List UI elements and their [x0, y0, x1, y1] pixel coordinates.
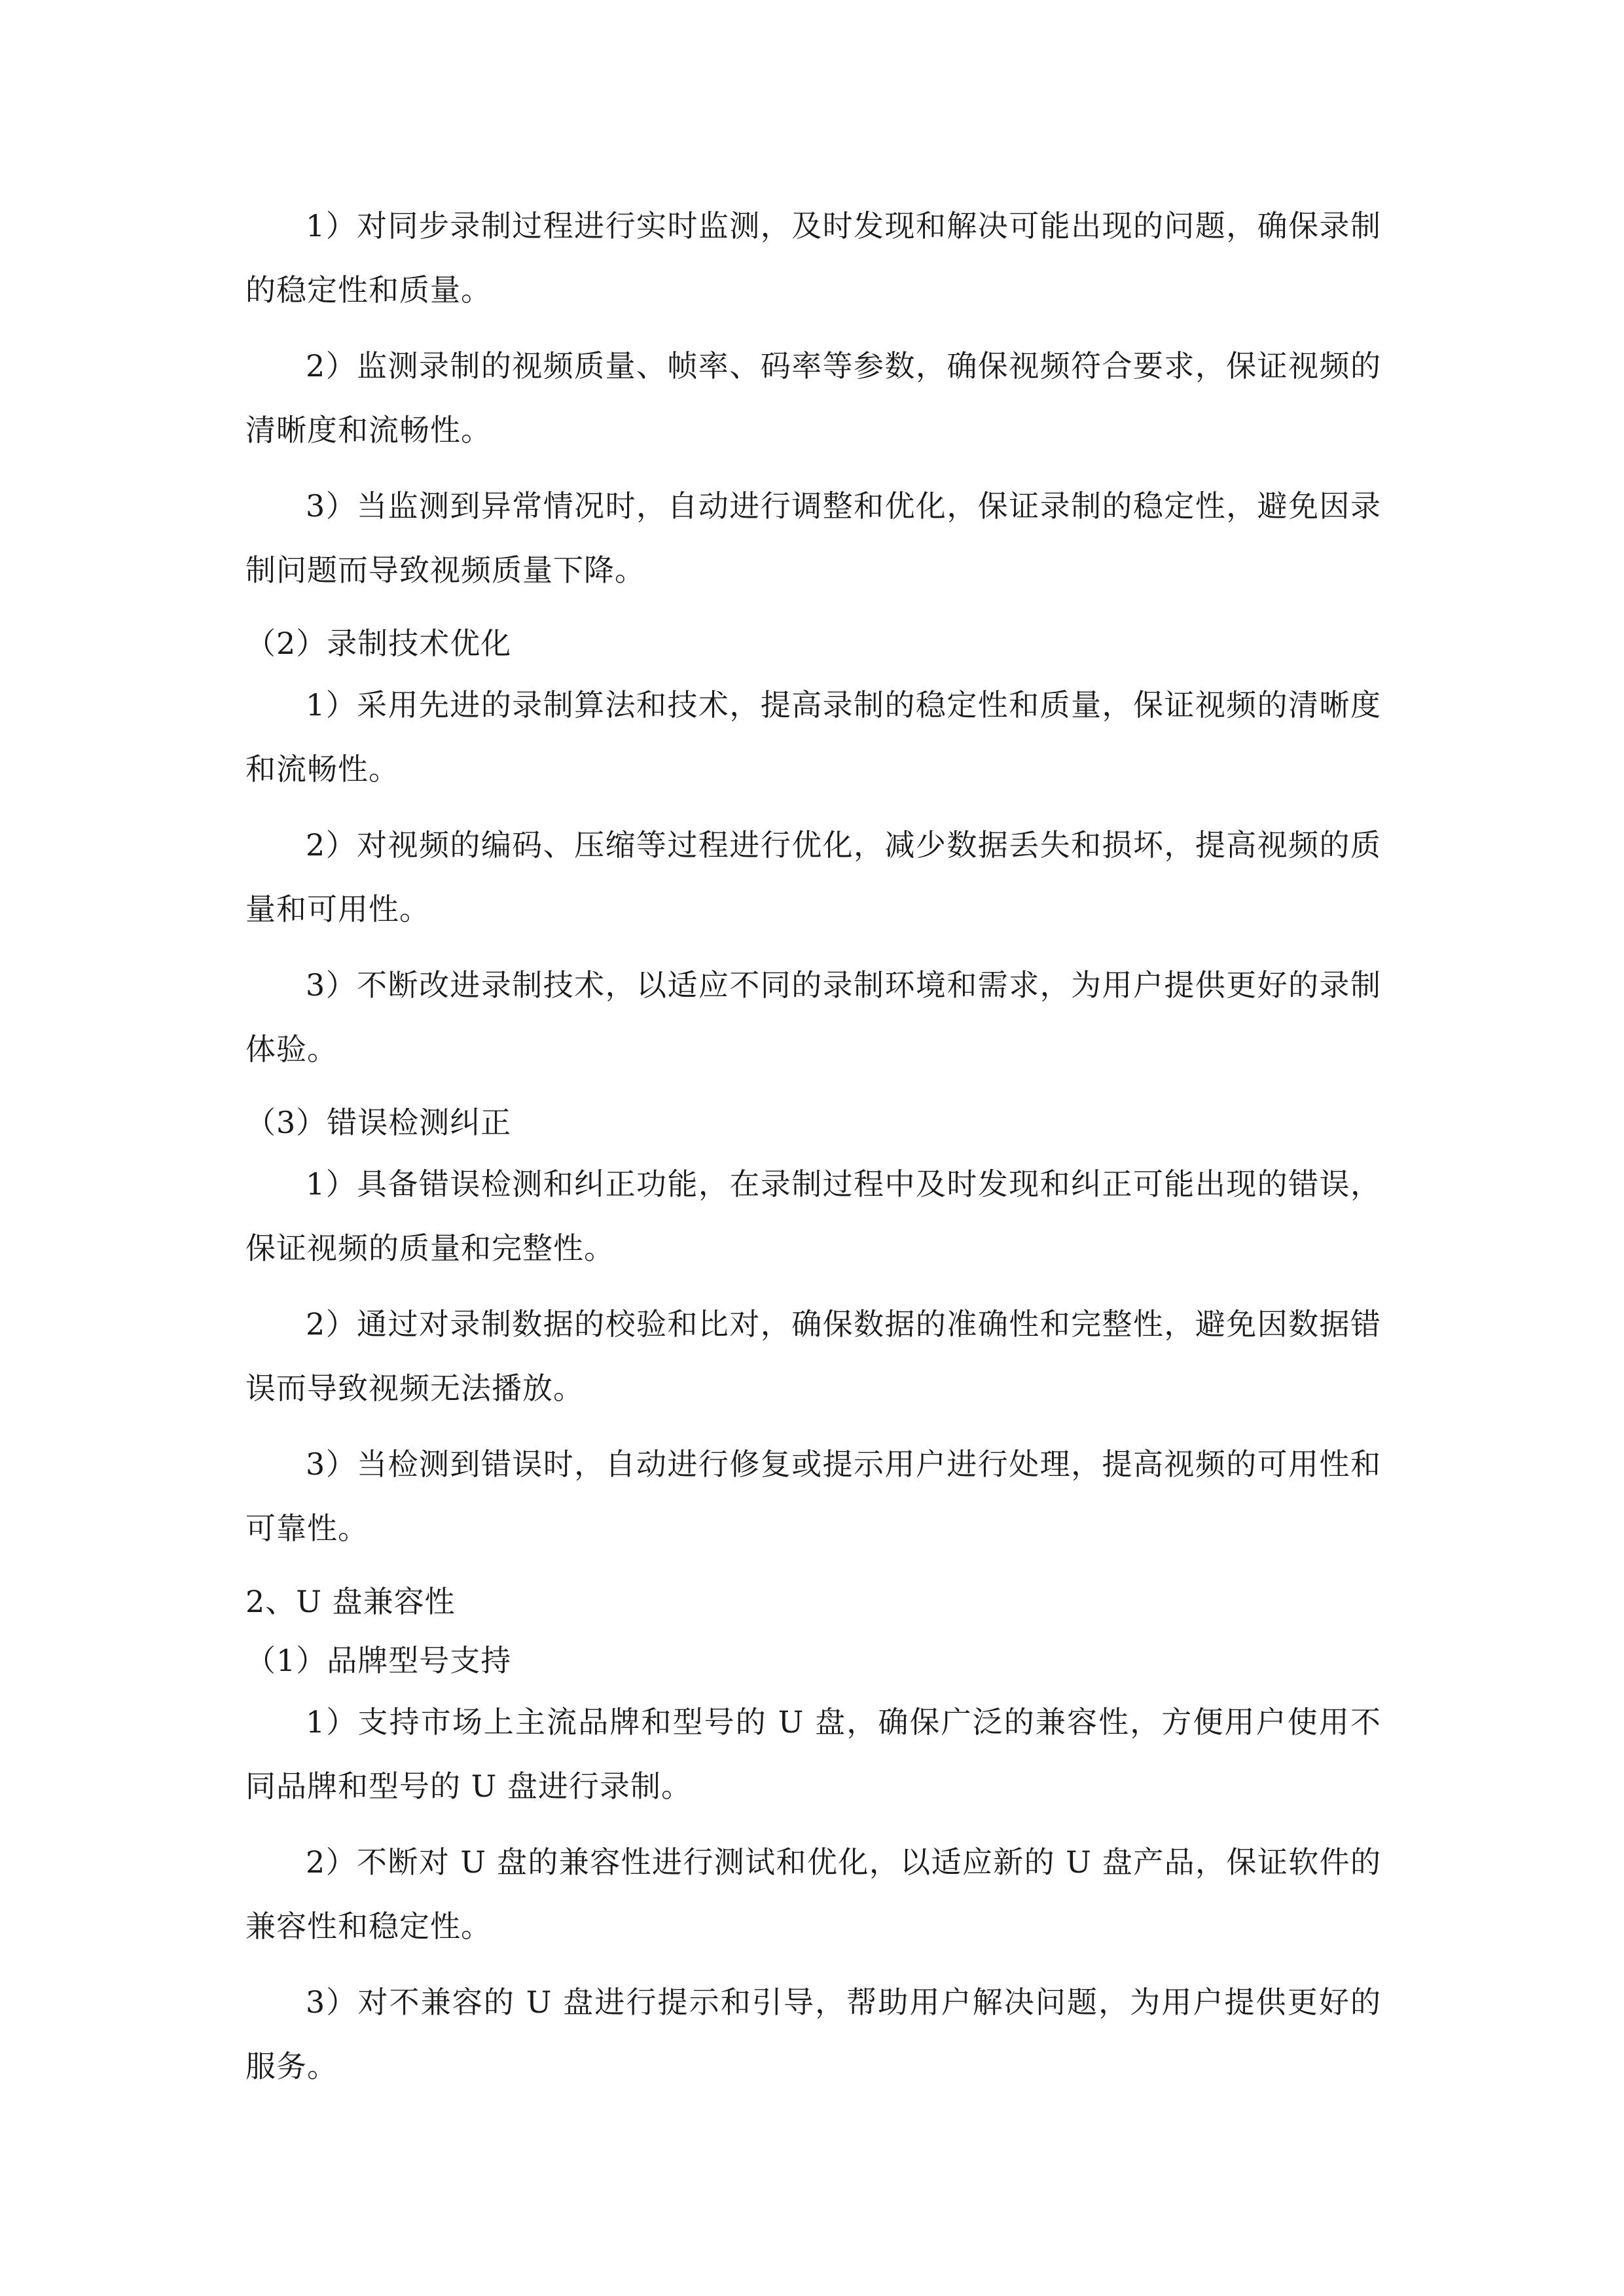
document-page [245, 194, 1381, 2110]
para-tech-2: 2）对视频的编码、压缩等过程进行优化，减少数据丢失和损坏，提高视频的质量和可用性。 [245, 827, 1381, 927]
para-monitor-2: 2）监测录制的视频质量、帧率、码率等参数，确保视频符合要求，保证视频的清晰度和流畅性。 [245, 348, 1381, 448]
heading-brand-support: （1）品牌型号支持 [245, 1643, 512, 1678]
para-brand-1: 1）支持市场上主流品牌和型号的 U 盘，确保广泛的兼容性，方便用户使用不同品牌和型号的 U 盘进行录制。 [245, 1704, 1381, 1804]
para-error-1: 1）具备错误检测和纠正功能，在录制过程中及时发现和纠正可能出现的错误，保证视频的质量和完整性。 [245, 1166, 1381, 1266]
para-brand-2: 2）不断对 U 盘的兼容性进行测试和优化，以适应新的 U 盘产品，保证软件的兼容性和稳定性。 [245, 1844, 1381, 1944]
heading-error-detection: （3）错误检测纠正 [245, 1105, 512, 1140]
para-tech-1: 1）采用先进的录制算法和技术，提高录制的稳定性和质量，保证视频的清晰度和流畅性。 [245, 687, 1381, 787]
para-brand-3: 3）对不兼容的 U 盘进行提示和引导，帮助用户解决问题，为用户提供更好的服务。 [245, 1984, 1381, 2084]
para-monitor-3: 3）当监测到异常情况时，自动进行调整和优化，保证录制的稳定性，避免因录制问题而导致视频质量下降。 [245, 488, 1381, 588]
heading-recording-tech: （2）录制技术优化 [245, 626, 512, 661]
heading-usb-compat: 2、U 盘兼容性 [245, 1584, 456, 1619]
para-error-3: 3）当检测到错误时，自动进行修复或提示用户进行处理，提高视频的可用性和可靠性。 [245, 1446, 1381, 1546]
para-tech-3: 3）不断改进录制技术，以适应不同的录制环境和需求，为用户提供更好的录制体验。 [245, 967, 1381, 1067]
para-error-2: 2）通过对录制数据的校验和比对，确保数据的准确性和完整性，避免因数据错误而导致视频无法播放。 [245, 1306, 1381, 1406]
para-monitor-1: 1）对同步录制过程进行实时监测，及时发现和解决可能出现的问题，确保录制的稳定性和质量。 [245, 208, 1381, 308]
